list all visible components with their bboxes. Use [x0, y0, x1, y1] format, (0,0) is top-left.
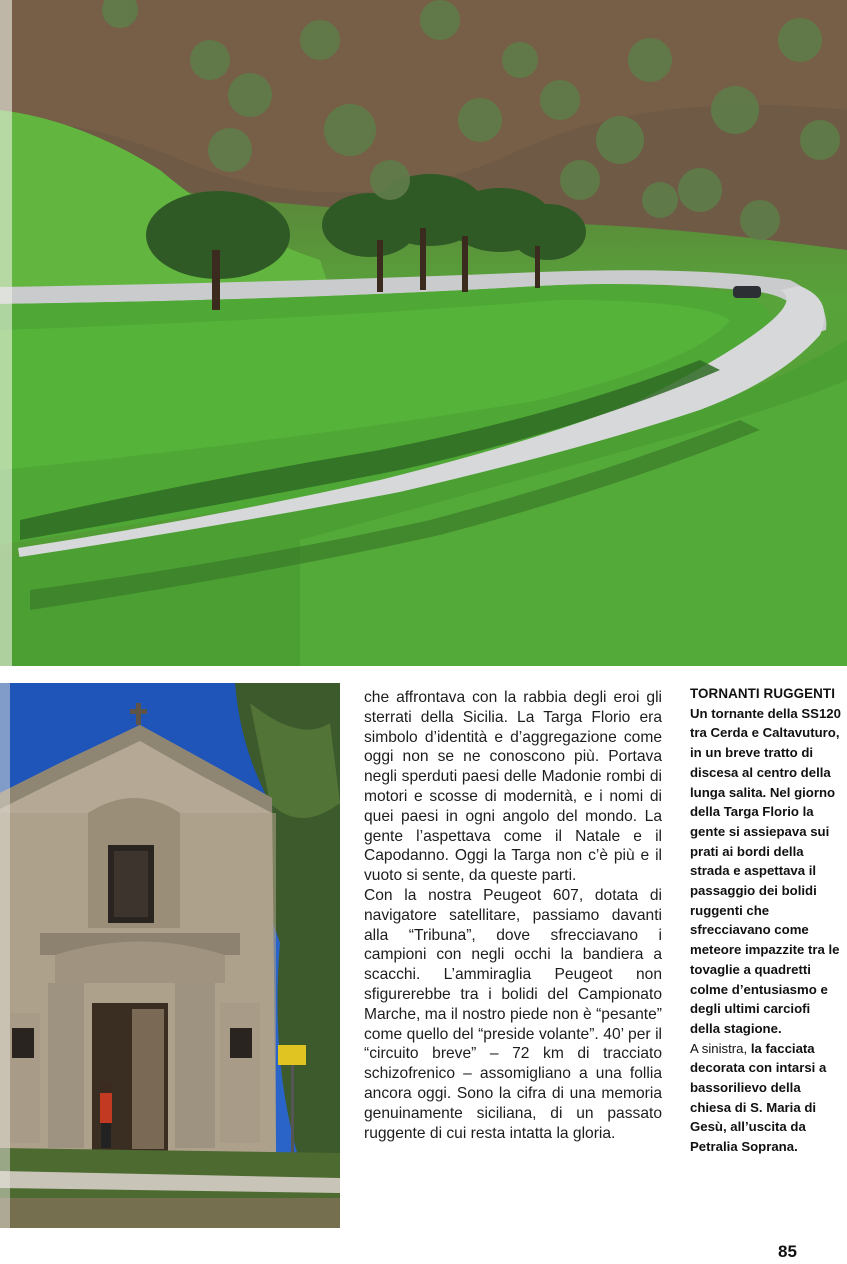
caption-title: TORNANTI RUGGENTI	[690, 686, 836, 701]
car-icon	[733, 286, 761, 298]
article-body	[364, 688, 662, 1143]
article-paragraph: Con la nostra Peugeot 607, dotata di navigatore satellitare, passiamo davanti alla “Tribuna”, dove sfrecciavano i campioni con negli occhi la bandiera a scacchi. L’ammiraglia Peugeot non sfigurerebbe tra i bolidi del Campionato Marche, ma il nostro piede non è “pesante” come quello del “preside volante”. 40’ per il “circuito breve” – 72 km di tracciato schizofrenico – assomigliano a una follia ancora oggi. Sono la cifra di una memoria genuinamente siciliana, di un passato ruggente di cui resta intatta la gloria.	[364, 886, 662, 1142]
article-paragraph: che affrontava con la rabbia degli eroi gli sterrati della Sicilia. La Targa Florio era simbolo d’identità e d’aggregazione come oggi non se ne conoscono più. Portava negli sperduti paesi delle Madonie rombi di motori e scosse di modernità, e i nomi di quei paesi in ogni angolo del mondo. La gente l’aspettava come il Natale e il Capodanno. Oggi la Targa non c’è più e il vuoto si sente, da queste parti.	[364, 689, 662, 885]
sign-icon	[278, 1045, 306, 1065]
caption-text: Un tornante della SS120 tra Cerda e Caltavuturo, in un breve tratto di discesa al centro della lunga salita. Nel giorno della Targa Florio la gente si assiepava sui prati ai bordi della strada e aspettava il passaggio dei bolidi ruggenti che sfrecciavano come meteore impazzite tra le tovaglie a quadretti colme d’entusiasmo e degli ultimi carciofi della stagione.	[690, 705, 841, 1036]
church-photo	[0, 683, 340, 1228]
photo-caption	[690, 684, 842, 1157]
page-number: 85	[778, 1242, 797, 1261]
church-illustration	[0, 683, 340, 1228]
caption-church-text: la facciata decorata con intarsi a bassorilievo della chiesa di S. Maria di Gesù, all’uscita da Petralia Soprana.	[690, 1040, 827, 1155]
caption-direction: A sinistra,	[690, 1040, 748, 1056]
